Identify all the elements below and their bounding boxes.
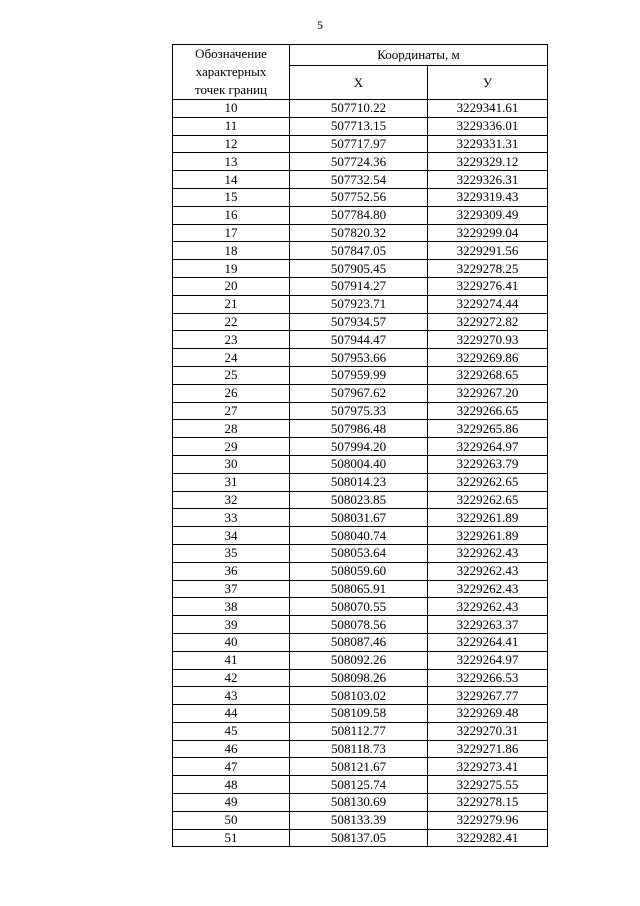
x-coordinate-cell: 507724.36	[290, 153, 428, 171]
table-row	[173, 420, 548, 438]
page-number: 5	[317, 18, 323, 32]
table-row	[173, 384, 548, 402]
y-coordinate-cell: 3229309.49	[428, 206, 548, 224]
y-coordinate-cell: 3229264.41	[428, 633, 548, 651]
point-number-cell: 35	[173, 544, 290, 562]
y-coordinate-cell: 3229341.61	[428, 100, 548, 118]
point-number-cell: 29	[173, 438, 290, 456]
point-number-cell: 37	[173, 580, 290, 598]
table-row	[173, 740, 548, 758]
x-coordinate-cell: 507975.33	[290, 402, 428, 420]
x-coordinate-cell: 508065.91	[290, 580, 428, 598]
x-coordinate-cell: 508121.67	[290, 758, 428, 776]
table-row	[173, 616, 548, 634]
table-row	[173, 260, 548, 278]
y-coordinate-cell: 3229262.65	[428, 473, 548, 491]
point-number-cell: 38	[173, 598, 290, 616]
table-row	[173, 135, 548, 153]
table-row	[173, 331, 548, 349]
table-row	[173, 473, 548, 491]
x-coordinate-cell: 508040.74	[290, 527, 428, 545]
table-row	[173, 100, 548, 118]
point-number-cell: 27	[173, 402, 290, 420]
x-coordinate-cell: 508098.26	[290, 669, 428, 687]
point-number-cell: 40	[173, 633, 290, 651]
point-number-cell: 22	[173, 313, 290, 331]
point-number-cell: 41	[173, 651, 290, 669]
x-coordinate-cell: 507847.05	[290, 242, 428, 260]
x-coordinate-cell: 508118.73	[290, 740, 428, 758]
y-coordinate-cell: 3229263.79	[428, 455, 548, 473]
table-row	[173, 491, 548, 509]
x-coordinate-cell: 507914.27	[290, 277, 428, 295]
table-row	[173, 669, 548, 687]
point-header-line: характерных	[195, 64, 267, 79]
y-column-header: У	[428, 66, 548, 100]
y-coordinate-cell: 3229291.56	[428, 242, 548, 260]
y-coordinate-cell: 3229269.86	[428, 349, 548, 367]
y-coordinate-cell: 3229262.43	[428, 544, 548, 562]
table-row	[173, 544, 548, 562]
point-number-cell: 44	[173, 705, 290, 723]
table-row	[173, 349, 548, 367]
y-coordinate-cell: 3229271.86	[428, 740, 548, 758]
x-coordinate-cell: 508059.60	[290, 562, 428, 580]
table-row	[173, 758, 548, 776]
y-coordinate-cell: 3229278.25	[428, 260, 548, 278]
y-coordinate-cell: 3229262.65	[428, 491, 548, 509]
table-row	[173, 509, 548, 527]
y-coordinate-cell: 3229279.96	[428, 811, 548, 829]
point-number-cell: 39	[173, 616, 290, 634]
point-number-cell: 23	[173, 331, 290, 349]
x-coordinate-cell: 508070.55	[290, 598, 428, 616]
table-row	[173, 438, 548, 456]
point-number-cell: 15	[173, 188, 290, 206]
point-number-cell: 51	[173, 829, 290, 847]
table-row	[173, 171, 548, 189]
point-number-cell: 17	[173, 224, 290, 242]
y-coordinate-cell: 3229261.89	[428, 527, 548, 545]
x-coordinate-cell: 508031.67	[290, 509, 428, 527]
point-number-cell: 20	[173, 277, 290, 295]
x-coordinate-cell: 507713.15	[290, 117, 428, 135]
point-header-line: точек границ	[194, 82, 268, 97]
x-coordinate-cell: 507994.20	[290, 438, 428, 456]
y-coordinate-cell: 3229275.55	[428, 776, 548, 794]
y-coordinate-cell: 3229336.01	[428, 117, 548, 135]
y-coordinate-cell: 3229261.89	[428, 509, 548, 527]
point-number-cell: 11	[173, 117, 290, 135]
x-coordinate-cell: 508014.23	[290, 473, 428, 491]
point-number-cell: 25	[173, 366, 290, 384]
x-coordinate-cell: 507923.71	[290, 295, 428, 313]
point-number-cell: 28	[173, 420, 290, 438]
y-coordinate-cell: 3229268.65	[428, 366, 548, 384]
x-coordinate-cell: 507820.32	[290, 224, 428, 242]
table-row	[173, 829, 548, 847]
x-coordinate-cell: 508004.40	[290, 455, 428, 473]
point-number-cell: 18	[173, 242, 290, 260]
table-row	[173, 562, 548, 580]
point-designation-header	[173, 45, 290, 100]
y-coordinate-cell: 3229329.12	[428, 153, 548, 171]
x-coordinate-cell: 508109.58	[290, 705, 428, 723]
y-coordinate-cell: 3229262.43	[428, 562, 548, 580]
x-coordinate-cell: 508112.77	[290, 722, 428, 740]
point-number-cell: 48	[173, 776, 290, 794]
x-coordinate-cell: 507710.22	[290, 100, 428, 118]
x-coordinate-cell: 507934.57	[290, 313, 428, 331]
y-coordinate-cell: 3229272.82	[428, 313, 548, 331]
y-coordinate-cell: 3229273.41	[428, 758, 548, 776]
y-coordinate-cell: 3229264.97	[428, 651, 548, 669]
x-coordinate-cell: 508130.69	[290, 794, 428, 812]
table-row	[173, 206, 548, 224]
y-coordinate-cell: 3229265.86	[428, 420, 548, 438]
x-coordinate-cell: 508023.85	[290, 491, 428, 509]
y-coordinate-cell: 3229270.93	[428, 331, 548, 349]
table-row	[173, 455, 548, 473]
table-row	[173, 295, 548, 313]
x-coordinate-cell: 507959.99	[290, 366, 428, 384]
point-number-cell: 26	[173, 384, 290, 402]
point-number-cell: 42	[173, 669, 290, 687]
x-coordinate-cell: 508103.02	[290, 687, 428, 705]
point-number-cell: 45	[173, 722, 290, 740]
x-coordinate-cell: 508137.05	[290, 829, 428, 847]
x-coordinate-cell: 508078.56	[290, 616, 428, 634]
table-row	[173, 188, 548, 206]
y-coordinate-cell: 3229267.77	[428, 687, 548, 705]
point-number-cell: 46	[173, 740, 290, 758]
x-column-header: X	[290, 66, 428, 100]
x-coordinate-cell: 508092.26	[290, 651, 428, 669]
x-coordinate-cell: 507953.66	[290, 349, 428, 367]
table-row	[173, 117, 548, 135]
y-coordinate-cell: 3229278.15	[428, 794, 548, 812]
point-number-cell: 13	[173, 153, 290, 171]
table-row	[173, 277, 548, 295]
table-row	[173, 776, 548, 794]
x-coordinate-cell: 507967.62	[290, 384, 428, 402]
x-coordinate-cell: 507905.45	[290, 260, 428, 278]
y-coordinate-cell: 3229267.20	[428, 384, 548, 402]
y-coordinate-cell: 3229276.41	[428, 277, 548, 295]
point-number-cell: 24	[173, 349, 290, 367]
table-row	[173, 705, 548, 723]
table-row	[173, 366, 548, 384]
x-coordinate-cell: 507732.54	[290, 171, 428, 189]
point-number-cell: 50	[173, 811, 290, 829]
point-number-cell: 43	[173, 687, 290, 705]
coordinates-header: Координаты, м	[290, 45, 548, 66]
y-coordinate-cell: 3229262.43	[428, 598, 548, 616]
x-coordinate-cell: 508133.39	[290, 811, 428, 829]
y-coordinate-cell: 3229262.43	[428, 580, 548, 598]
point-number-cell: 12	[173, 135, 290, 153]
x-coordinate-cell: 507986.48	[290, 420, 428, 438]
point-number-cell: 19	[173, 260, 290, 278]
y-coordinate-cell: 3229331.31	[428, 135, 548, 153]
point-number-cell: 30	[173, 455, 290, 473]
table-row	[173, 687, 548, 705]
x-coordinate-cell: 508087.46	[290, 633, 428, 651]
y-coordinate-cell: 3229274.44	[428, 295, 548, 313]
table-row	[173, 651, 548, 669]
y-coordinate-cell: 3229269.48	[428, 705, 548, 723]
point-number-cell: 33	[173, 509, 290, 527]
point-number-cell: 47	[173, 758, 290, 776]
x-coordinate-cell: 507784.80	[290, 206, 428, 224]
x-coordinate-cell: 507752.56	[290, 188, 428, 206]
x-coordinate-cell: 507717.97	[290, 135, 428, 153]
table-row	[173, 633, 548, 651]
point-number-cell: 34	[173, 527, 290, 545]
point-number-cell: 32	[173, 491, 290, 509]
table-body	[173, 100, 548, 847]
table-header-row	[173, 45, 548, 66]
point-number-cell: 36	[173, 562, 290, 580]
coordinates-table	[172, 44, 548, 847]
table-row	[173, 224, 548, 242]
y-coordinate-cell: 3229264.97	[428, 438, 548, 456]
table-row	[173, 580, 548, 598]
y-coordinate-cell: 3229266.53	[428, 669, 548, 687]
table-row	[173, 722, 548, 740]
table-row	[173, 242, 548, 260]
table-row	[173, 402, 548, 420]
point-header-line: Обозначение	[195, 46, 267, 61]
point-number-cell: 10	[173, 100, 290, 118]
table-row	[173, 153, 548, 171]
point-number-cell: 21	[173, 295, 290, 313]
table-row	[173, 794, 548, 812]
x-coordinate-cell: 508053.64	[290, 544, 428, 562]
y-coordinate-cell: 3229319.43	[428, 188, 548, 206]
y-coordinate-cell: 3229326.31	[428, 171, 548, 189]
y-coordinate-cell: 3229282.41	[428, 829, 548, 847]
table-row	[173, 527, 548, 545]
point-number-cell: 14	[173, 171, 290, 189]
table-row	[173, 811, 548, 829]
point-number-cell: 31	[173, 473, 290, 491]
table-row	[173, 313, 548, 331]
y-coordinate-cell: 3229263.37	[428, 616, 548, 634]
table-row	[173, 598, 548, 616]
y-coordinate-cell: 3229266.65	[428, 402, 548, 420]
point-number-cell: 49	[173, 794, 290, 812]
y-coordinate-cell: 3229299.04	[428, 224, 548, 242]
y-coordinate-cell: 3229270.31	[428, 722, 548, 740]
x-coordinate-cell: 508125.74	[290, 776, 428, 794]
x-coordinate-cell: 507944.47	[290, 331, 428, 349]
point-number-cell: 16	[173, 206, 290, 224]
